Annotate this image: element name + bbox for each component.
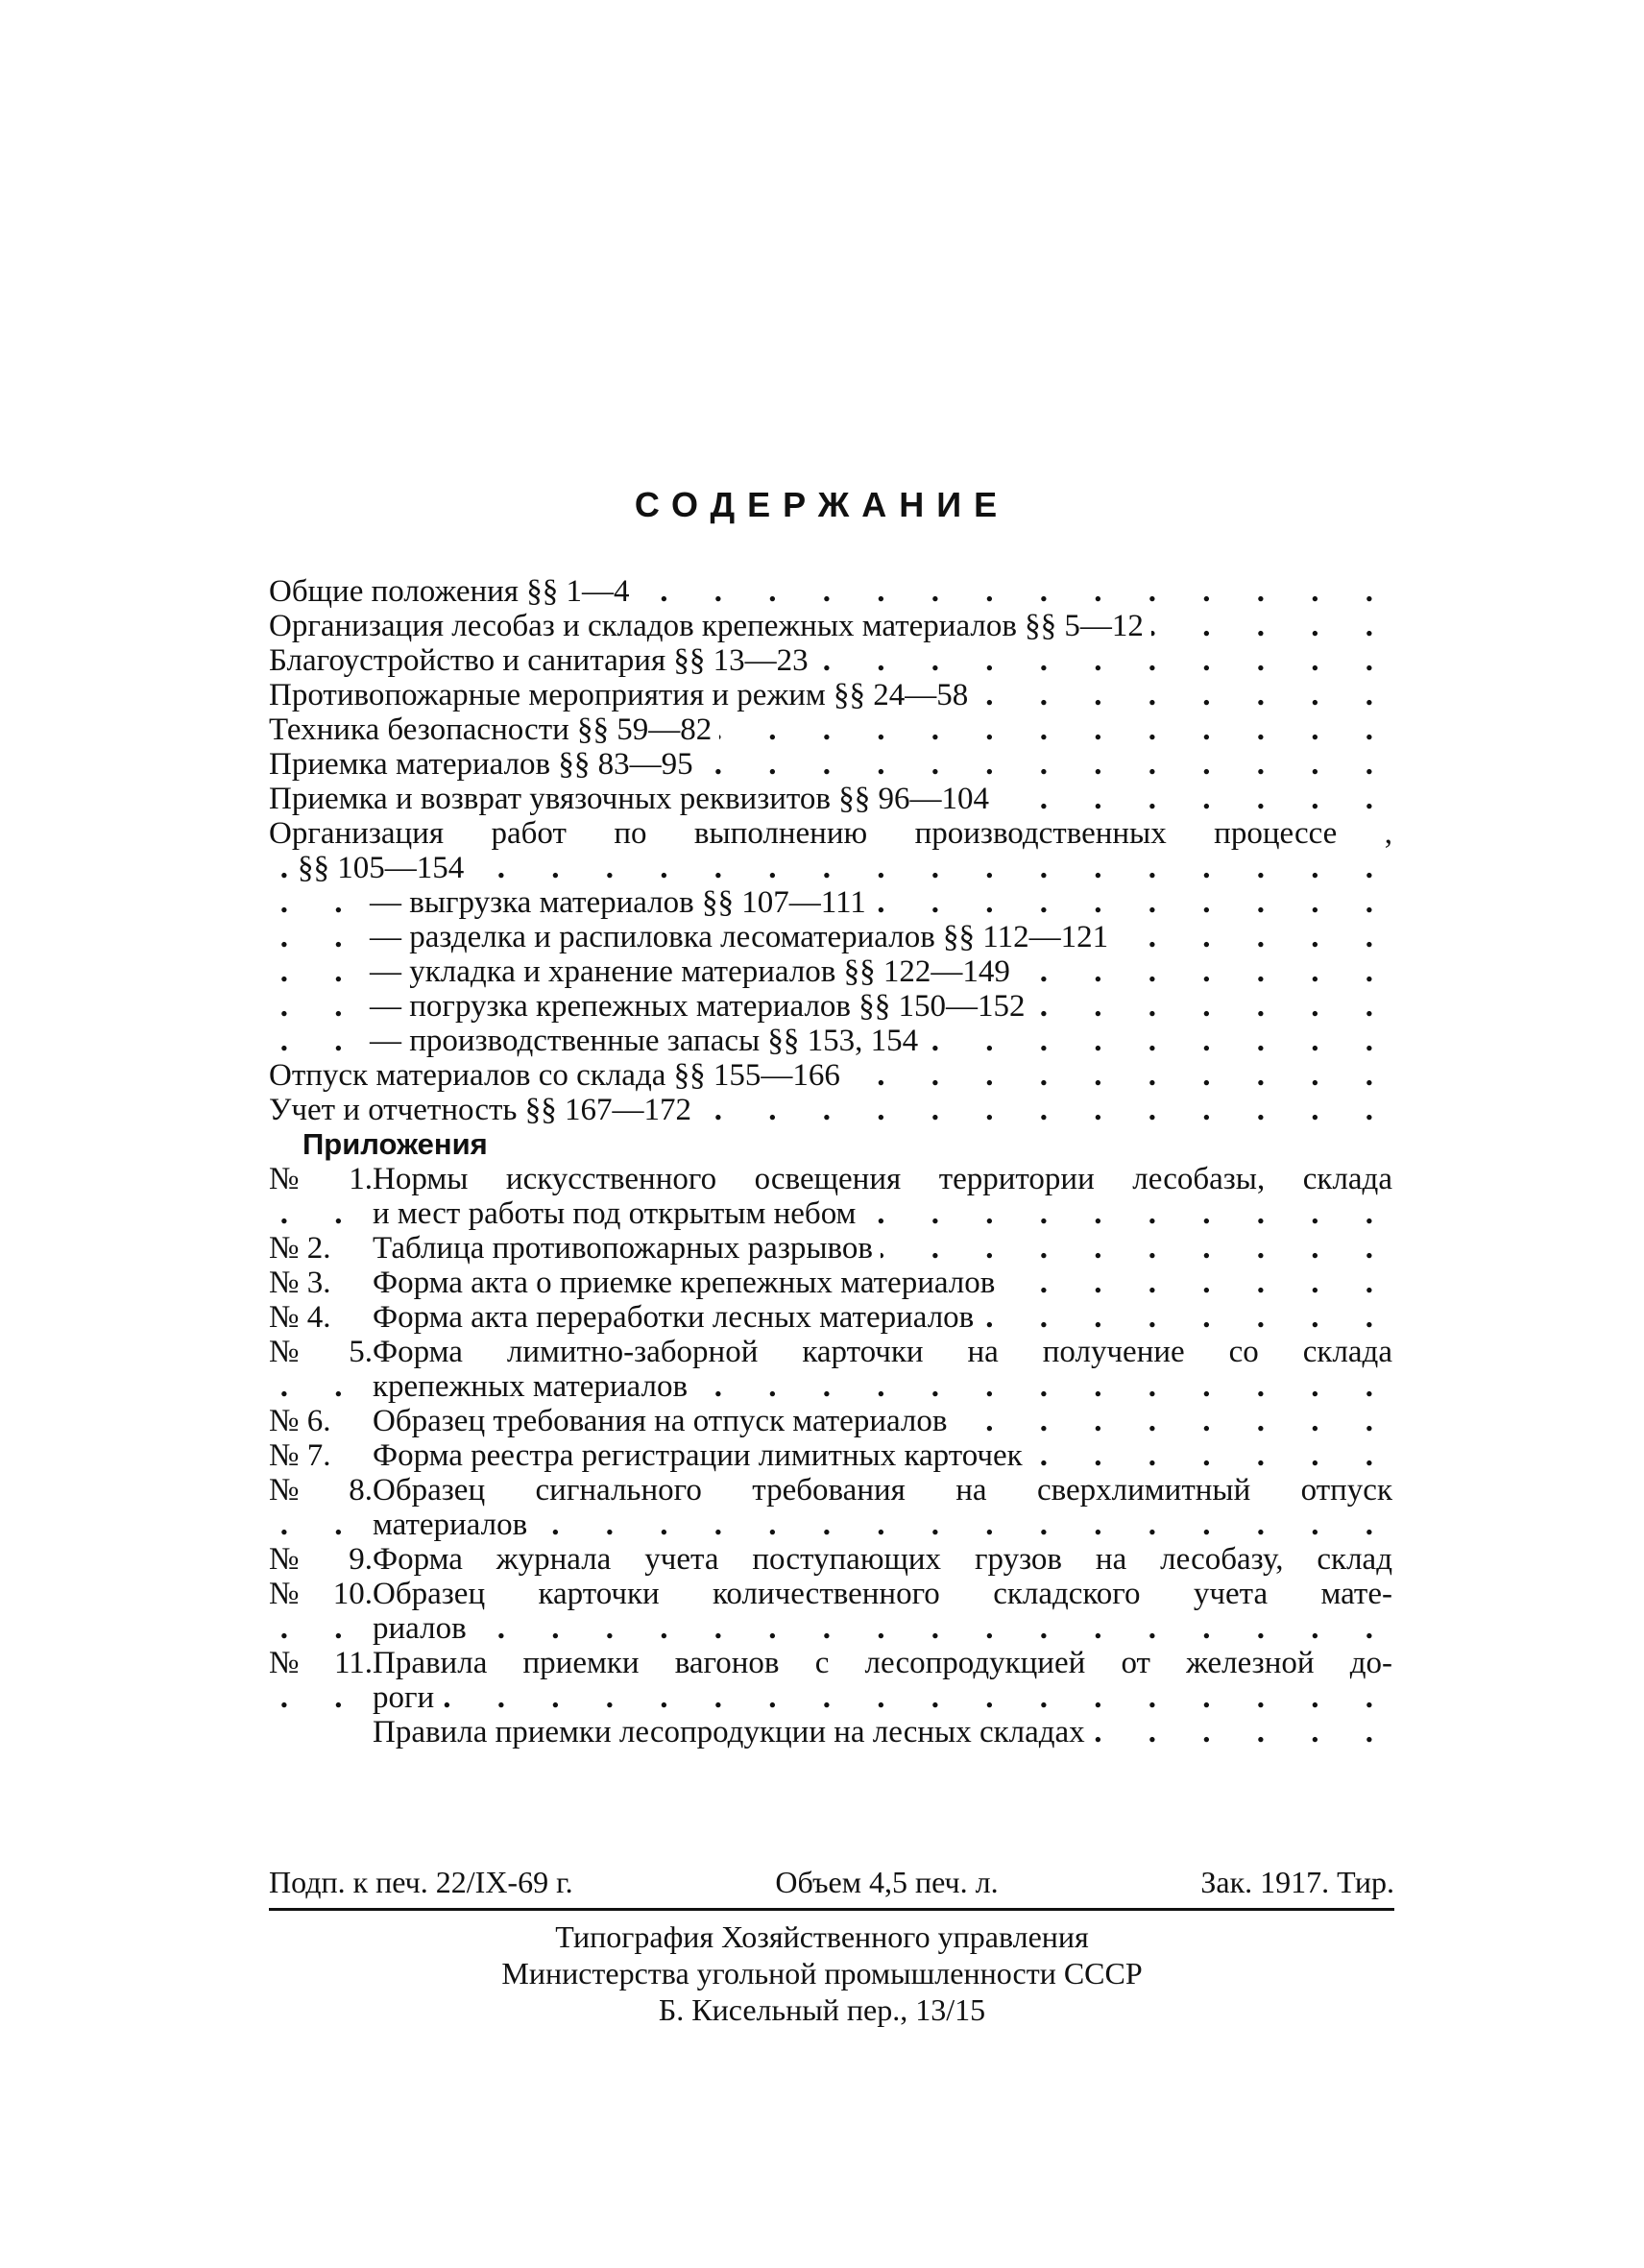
appendix-item: Правила приемки лесопродукции на лесных складах . . . xyxy=(269,1715,1392,1749)
toc-subitem: — производственные запасы §§ 153, 154 . . . xyxy=(269,1024,1392,1058)
printer-line: Министерства угольной промышленности СССР xyxy=(501,1956,1143,1991)
toc-subitem: — погрузка крепежных материалов §§ 150—152 . . . xyxy=(269,989,1392,1024)
appendix-item: № 2. Таблица противопожарных разрывов . . . xyxy=(269,1231,1392,1266)
printer-line: Б. Кисельный пер., 13/15 xyxy=(658,1992,986,2027)
appendix-item: № 10.Образец карточки количественного складского учета мате- xyxy=(269,1577,1392,1611)
imprint-order: Зак. 1917. Тир. xyxy=(1200,1865,1394,1899)
appendix-item: № 3. Форма акта о приемке крепежных материалов . . . xyxy=(269,1266,1392,1300)
appendix-item-continuation: материалов . . . xyxy=(269,1508,1392,1542)
toc-item: Противопожарные мероприятия и режим §§ 24—58 . . . xyxy=(269,678,1392,712)
toc-item: Благоустройство и санитария §§ 13—23 . . . xyxy=(269,643,1392,678)
toc-item: Отпуск материалов со склада §§ 155—166 . . . xyxy=(269,1058,1392,1093)
appendix-item: № 1.Нормы искусственного освещения территории лесобазы, склада xyxy=(269,1162,1392,1196)
appendix-heading: Приложения xyxy=(302,1127,488,1161)
appendix-item-continuation: крепежных материалов . . . xyxy=(269,1369,1392,1404)
appendix-item-continuation: и мест работы под открытым небом . . . xyxy=(269,1196,1392,1231)
appendix-item: № 6. Образец требования на отпуск материалов . . . xyxy=(269,1404,1392,1438)
toc-item: Приемка и возврат увязочных реквизитов §§ 96—104 . . . xyxy=(269,782,1392,816)
toc-subitem: — выгрузка материалов §§ 107—111 . . . xyxy=(269,885,1392,920)
printer-line: Типография Хозяйственного управления xyxy=(555,1919,1089,1954)
toc-item: Приемка материалов §§ 83—95 . . . xyxy=(269,747,1392,782)
imprint-signed: Подп. к печ. 22/IX-69 г. xyxy=(269,1865,573,1899)
toc-item: Организация работ по выполнению производственных процессе , xyxy=(269,816,1392,851)
toc-item-continuation: §§ 105—154 . . . xyxy=(269,851,1392,885)
toc-item: Техника безопасности §§ 59—82 . . . xyxy=(269,712,1392,747)
toc-item: Организация лесобаз и складов крепежных материалов §§ 5—12 . . . xyxy=(269,609,1392,643)
toc-subitem: — разделка и распиловка лесоматериалов §§ 112—121 . . . xyxy=(269,920,1392,954)
imprint-volume: Объем 4,5 печ. л. xyxy=(775,1865,999,1899)
toc-item: Общие положения §§ 1—4 . . . xyxy=(269,574,1392,609)
appendix-item: № 8.Образец сигнального требования на сверхлимитный отпуск xyxy=(269,1473,1392,1508)
appendix-item-continuation: риалов . . . xyxy=(269,1611,1392,1646)
appendix-item: № 4. Форма акта переработки лесных материалов . . . xyxy=(269,1300,1392,1335)
appendix-item-continuation: роги . . . xyxy=(269,1680,1392,1715)
toc-item: Учет и отчетность §§ 167—172 . . . xyxy=(269,1093,1392,1127)
appendix-item: № 11.Правила приемки вагонов с лесопродукцией от железной до- xyxy=(269,1646,1392,1680)
appendix-item: № 9.Форма журнала учета поступающих грузов на лесобазу, склад xyxy=(269,1542,1392,1577)
page-title: СОДЕРЖАНИЕ xyxy=(634,485,1010,524)
table-of-contents xyxy=(269,574,1392,1749)
toc-subitem: — укладка и хранение материалов §§ 122—149 . . . xyxy=(269,954,1392,989)
appendix-item: № 7. Форма реестра регистрации лимитных карточек . . . xyxy=(269,1438,1392,1473)
printer-info xyxy=(0,1918,1644,2028)
imprint-line xyxy=(269,1865,1394,1911)
appendix-item: № 5.Форма лимитно-заборной карточки на получение со склада xyxy=(269,1335,1392,1369)
